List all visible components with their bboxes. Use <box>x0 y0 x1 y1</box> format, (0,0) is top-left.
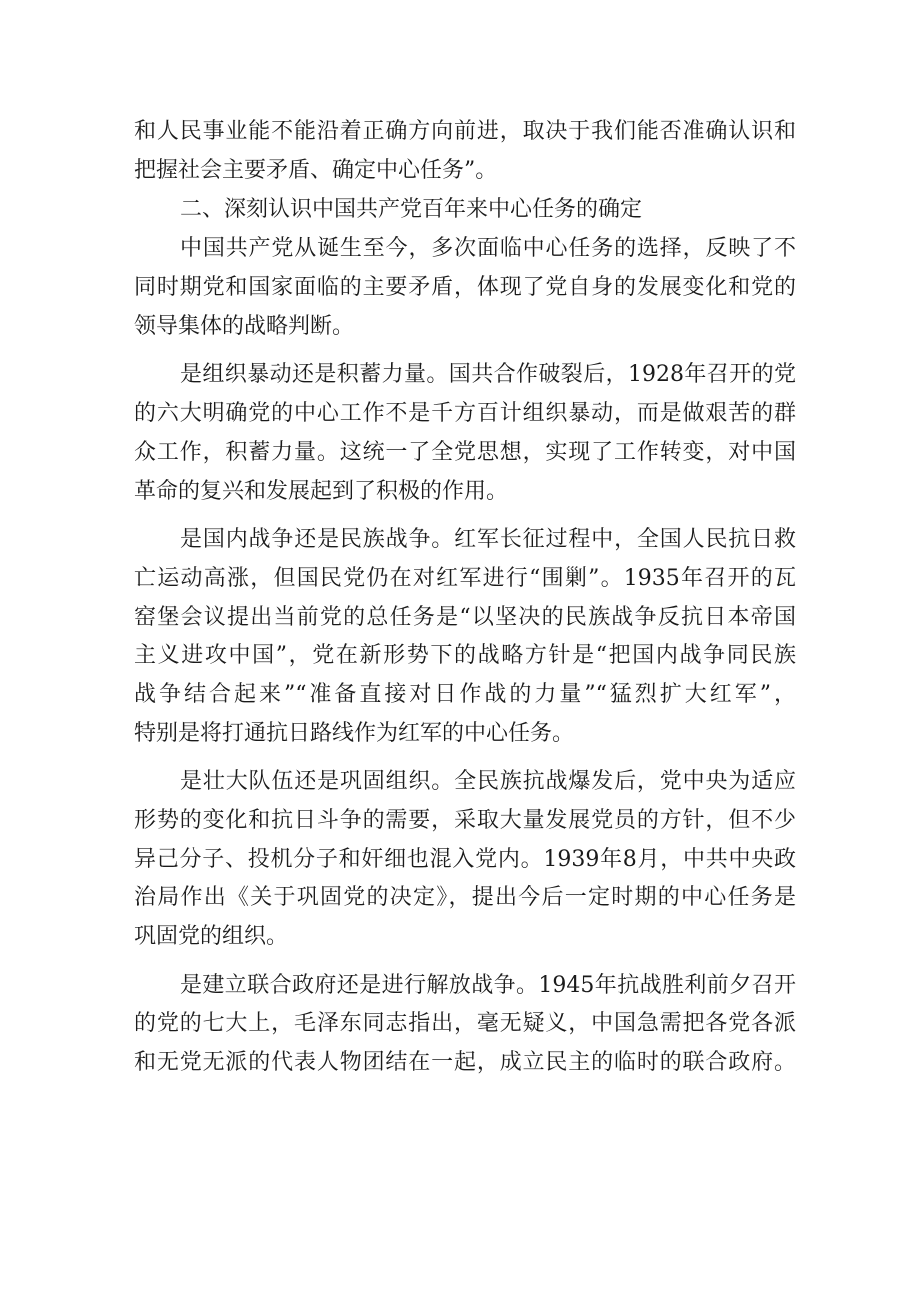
paragraph-line: 众工作，积蓄力量。这统一了全党思想，实现了工作转变，对中国 <box>134 439 796 465</box>
paragraph-line: 窑堡会议提出当前党的总任务是“以坚决的民族战争反抗日本帝国 <box>134 604 796 630</box>
paragraph-line: 领导集体的战略判断。 <box>134 313 355 339</box>
paragraph-line: 治局作出《关于巩固党的决定》，提出今后一定时期的中心任务是 <box>134 885 796 911</box>
paragraph-line: 是建立联合政府还是进行解放战争。1945年抗战胜利前夕召开 <box>180 972 796 998</box>
paragraph-line: 革命的复兴和发展起到了积极的作用。 <box>134 478 509 504</box>
paragraph <box>134 356 796 511</box>
paragraph-line: 是壮大队伍还是巩固组织。全民族抗战爆发后，党中央为适应 <box>180 769 796 795</box>
section-heading: 二、深刻认识中国共产党百年来中心任务的确定 <box>180 197 643 223</box>
paragraph-line: 特别是将打通抗日路线作为红军的中心任务。 <box>134 720 575 746</box>
paragraph-line: 形势的变化和抗日斗争的需要，采取大量发展党员的方针，但不少 <box>134 808 796 833</box>
paragraph-line: 主义进攻中国”，党在新形势下的战略方针是“把国内战争同民族 <box>134 643 796 669</box>
paragraph-line: 亡运动高涨，但国民党仍在对红军进行“围剿”。1935年召开的瓦 <box>134 565 796 591</box>
paragraph-line: 是国内战争还是民族战争。红军长征过程中，全国人民抗日救 <box>180 527 796 553</box>
document-body <box>134 113 796 1083</box>
paragraph-line: 同时期党和国家面临的主要矛盾，体现了党自身的发展变化和党的 <box>134 275 796 301</box>
paragraph-line: 的党的七大上，毛泽东同志指出，毫无疑义，中国急需把各党各派 <box>134 1011 796 1037</box>
paragraph-line: 中国共产党从诞生至今，多次面临中心任务的选择，反映了不 <box>180 236 796 262</box>
paragraph-line: 巩固党的组织。 <box>134 924 289 950</box>
intro-line: 和人民事业能不能沿着正确方向前进，取决于我们能否准确认识和 <box>134 119 796 144</box>
paragraph-line: 是组织暴动还是积蓄力量。国共合作破裂后，1928年召开的党 <box>180 362 796 388</box>
paragraph-line: 的六大明确党的中心工作不是千方百计组织暴动，而是做艰苦的群 <box>134 401 796 427</box>
paragraph <box>134 521 796 753</box>
paragraph-line: 战争结合起来”“准备直接对日作战的力量”“猛烈扩大红军”， <box>134 681 796 707</box>
paragraph-line: 异己分子、投机分子和奸细也混入党内。1939年8月，中共中央政 <box>134 846 796 872</box>
paragraph <box>134 763 796 956</box>
paragraph <box>134 230 796 346</box>
paragraph <box>134 967 796 1083</box>
intro-line: 把握社会主要矛盾、确定中心任务”。 <box>134 157 498 183</box>
paragraph-line: 和无党无派的代表人物团结在一起，成立民主的临时的联合政府。 <box>134 1050 796 1076</box>
